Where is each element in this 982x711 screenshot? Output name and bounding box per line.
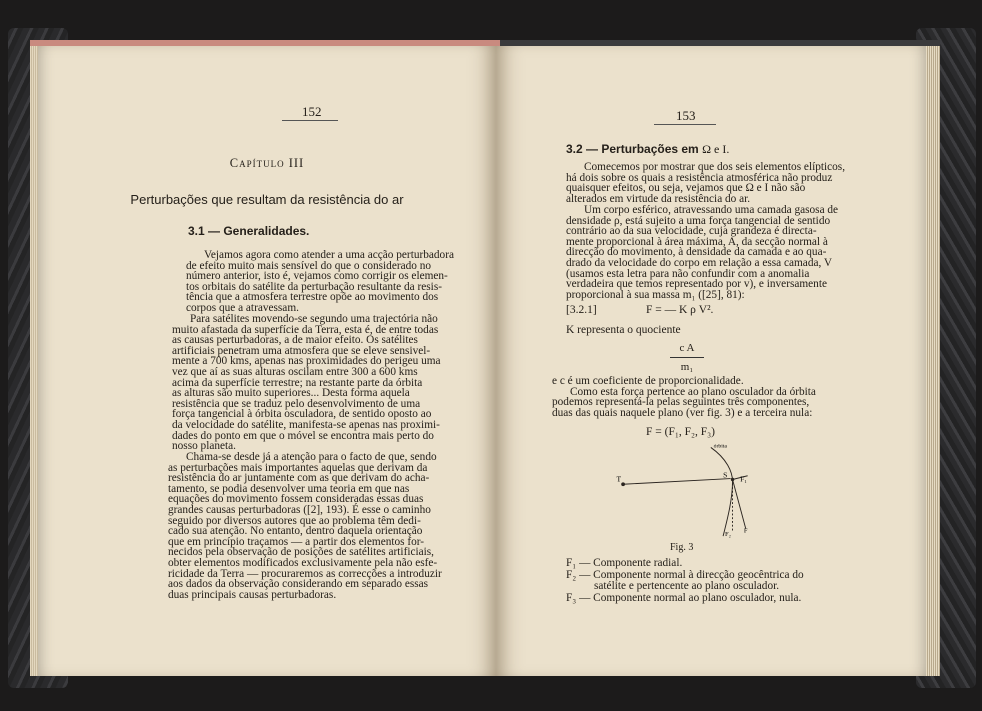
paragraph-1 [566,161,846,205]
text-line: cado sua atenção. No entanto, dentro daquela orientação [168,525,423,538]
text-line: alterados em virtude da resistência do ar. [566,192,751,205]
figure-equation: F = (F₁, F₂, F₃) [646,426,716,438]
fraction [670,342,704,373]
text-line: as alturas são muito superiores... Desta forma aquela [172,387,410,400]
force-f-vector [733,480,746,529]
text-line: de efeito muito mais sensível do que o considerado no [186,259,432,272]
paragraph-3 [552,376,828,418]
text-line: resistência que se traduz pelo desenvolvimento de uma [172,397,421,410]
page-number: 152 [302,104,322,119]
components-list [566,558,836,604]
left-page [38,46,496,676]
component-text: — Componente radial. [579,557,683,569]
component-symbol: F₃ [566,591,577,604]
label-t: T [616,474,622,484]
text-line: Para satélites movendo-se segundo uma trajectória não [190,313,438,325]
page-number: 153 [676,108,696,123]
text-line: necidos pela observação de posições de satélites artificiais, [168,546,435,559]
chapter-heading: Capítulo III [229,156,305,170]
label-f1: F₁ [740,474,747,484]
text-line: número anterior, isto é, vejamos como corrigir os elemen- [186,270,448,283]
section-heading: 3.1 — Generalidades. [188,224,310,238]
text-line: proporcional à sua massa m₁ ([25], 81): [566,288,745,301]
component-text: satélite e pertencente ao plano osculador. [594,580,780,592]
text-line: duas principais causas perturbadoras. [168,588,337,601]
equation-label: [3.2.1] [566,304,597,316]
text-line: Como esta força pertence ao plano osculador da órbita [570,385,816,398]
text-line: grandes causas perturbadoras ([2], 193). É esse o caminho [168,503,431,516]
fraction-numerator: c A [679,342,695,354]
equation: F = — K ρ V². [646,304,714,316]
text-line: corpos que a atravessam. [186,301,299,314]
text-line: direcção do movimento, à densidade da camada e ao qua- [566,246,827,259]
fraction-bar [670,357,704,358]
label-f: F [743,527,748,535]
figure-caption: Fig. 3 [670,542,694,553]
label-f2: F₂ [724,531,731,538]
text-line: obter elementos modificados exclusivamente pela não esfe- [168,556,438,569]
text-line: drado da velocidade do corpo em relação a essa camada, V [566,256,833,269]
section-heading [566,142,729,157]
right-page [496,46,926,676]
text-line: duas das quais naquele plano (ver fig. 3) e a terceira nula: [552,406,813,419]
text-line: nosso planeta. [172,440,237,453]
text-line: as causas perturbadoras, a de maior efeito. Os satélites [172,334,418,347]
text-line: Chama-se desde já a atenção para o facto de que, sendo [186,451,437,463]
text-line: aos dados da observação considerando em separado essas [168,578,429,591]
text-line: densidade ρ, está sujeito a uma força tangencial de sentido [566,214,831,227]
text-line: que em princípio traçamos — a partir dos elementos for- [168,535,425,548]
text-line: mente proporcional à área máxima, A, da secção normal à [566,235,828,248]
text-line: tência que a atmosfera terrestre opõe ao movimento dos [186,291,439,304]
earth-point [621,482,625,486]
fraction-denominator: m₁ [680,361,694,373]
component-symbol: F₂ [566,568,577,581]
text-line: força tangencial à órbita osculadora, de sentido oposto ao [172,408,432,421]
paragraph-2 [172,314,444,452]
text-line: artificiais penetram uma atmosfera que se eleve sensivel- [172,344,431,357]
radius-line [623,479,731,485]
satellite-point [731,478,734,481]
text-line: vez que aí as suas alturas oscilam entre 300 a 600 kms [172,365,418,378]
text-line: tamento, se podia desenvolver uma teoria em que nas [168,482,410,495]
chapter-title: Perturbações que resultam da resistência do ar [130,192,404,207]
text-line: (usamos esta letra para não confundir com a anomalia [566,267,810,280]
text-line: mente a 700 kms, apenas nas proximidades do perigeu uma [172,355,441,368]
text-line: Um corpo esférico, atravessando uma camada gasosa de [584,204,839,216]
text-line: e c é um coeficiente de proporcionalidade. [552,375,744,387]
paragraph-1 [186,249,454,314]
section-heading-main: 3.2 — Perturbações em [566,142,699,156]
section-heading-rest: Ω e I. [702,142,730,156]
page-number-rule [282,120,338,121]
text-line: acima da superfície terrestre; na restante parte da órbita [172,376,423,389]
quotient-text: K representa o quociente [566,324,681,336]
paragraph-2 [566,204,839,301]
text-line: as perturbações mais importantes aquelas que derivam da [168,461,428,474]
label-s: S [723,470,728,480]
text-line: da velocidade do satélite, manifesta-se apenas nas proximi- [172,418,440,431]
text-line: Vejamos agora como atender a uma acção perturbadora [204,249,454,261]
paragraph-3 [168,452,444,600]
text-line: equações do movimento fossem consideradas essas duas [168,493,424,506]
label-orbit: órbita [713,443,727,450]
text-line: resistência do ar juntamente com as que derivam do acha- [168,472,430,485]
text-line: Comecemos por mostrar que dos seis elementos elípticos, [584,161,846,173]
text-line: seguido por diversos autores que ao problema têm dedi- [168,514,421,527]
component-f3 [566,593,836,605]
text-line: ricidade da Terra — procuraremos as correcções a introduzir [168,567,442,580]
component-text: — Componente normal à direcção geocêntrica do [579,568,804,581]
text-line: verdadeira que temos representado por v), e inversamente [566,278,827,291]
text-line: muito afastada da superfície da Terra, esta é, de entre todas [172,323,439,336]
text-line: dades do ponto em que o móvel se encontra mais perto do [172,429,434,442]
text-line: quaisquer efeitos, ou seja, vejamos que Ω e I não são [566,182,806,195]
page-stack-right [924,46,940,676]
text-line: podemos representá-la pelas seguintes três componentes, [552,396,810,409]
component-text: — Componente normal ao plano osculador, nula. [579,591,802,604]
text-line: contrário ao da sua velocidade, cuja grandeza é directa- [566,225,817,238]
component-symbol: F₁ [566,557,577,569]
orbit-curve [711,447,733,536]
text-line: tos orbitais do satélite da perturbação resultante da resis- [186,280,442,293]
orbit-figure [608,438,808,538]
text-line: há dois sobre os quais a resistência atmosférica não produz [566,171,833,184]
page-number-rule [654,124,716,125]
